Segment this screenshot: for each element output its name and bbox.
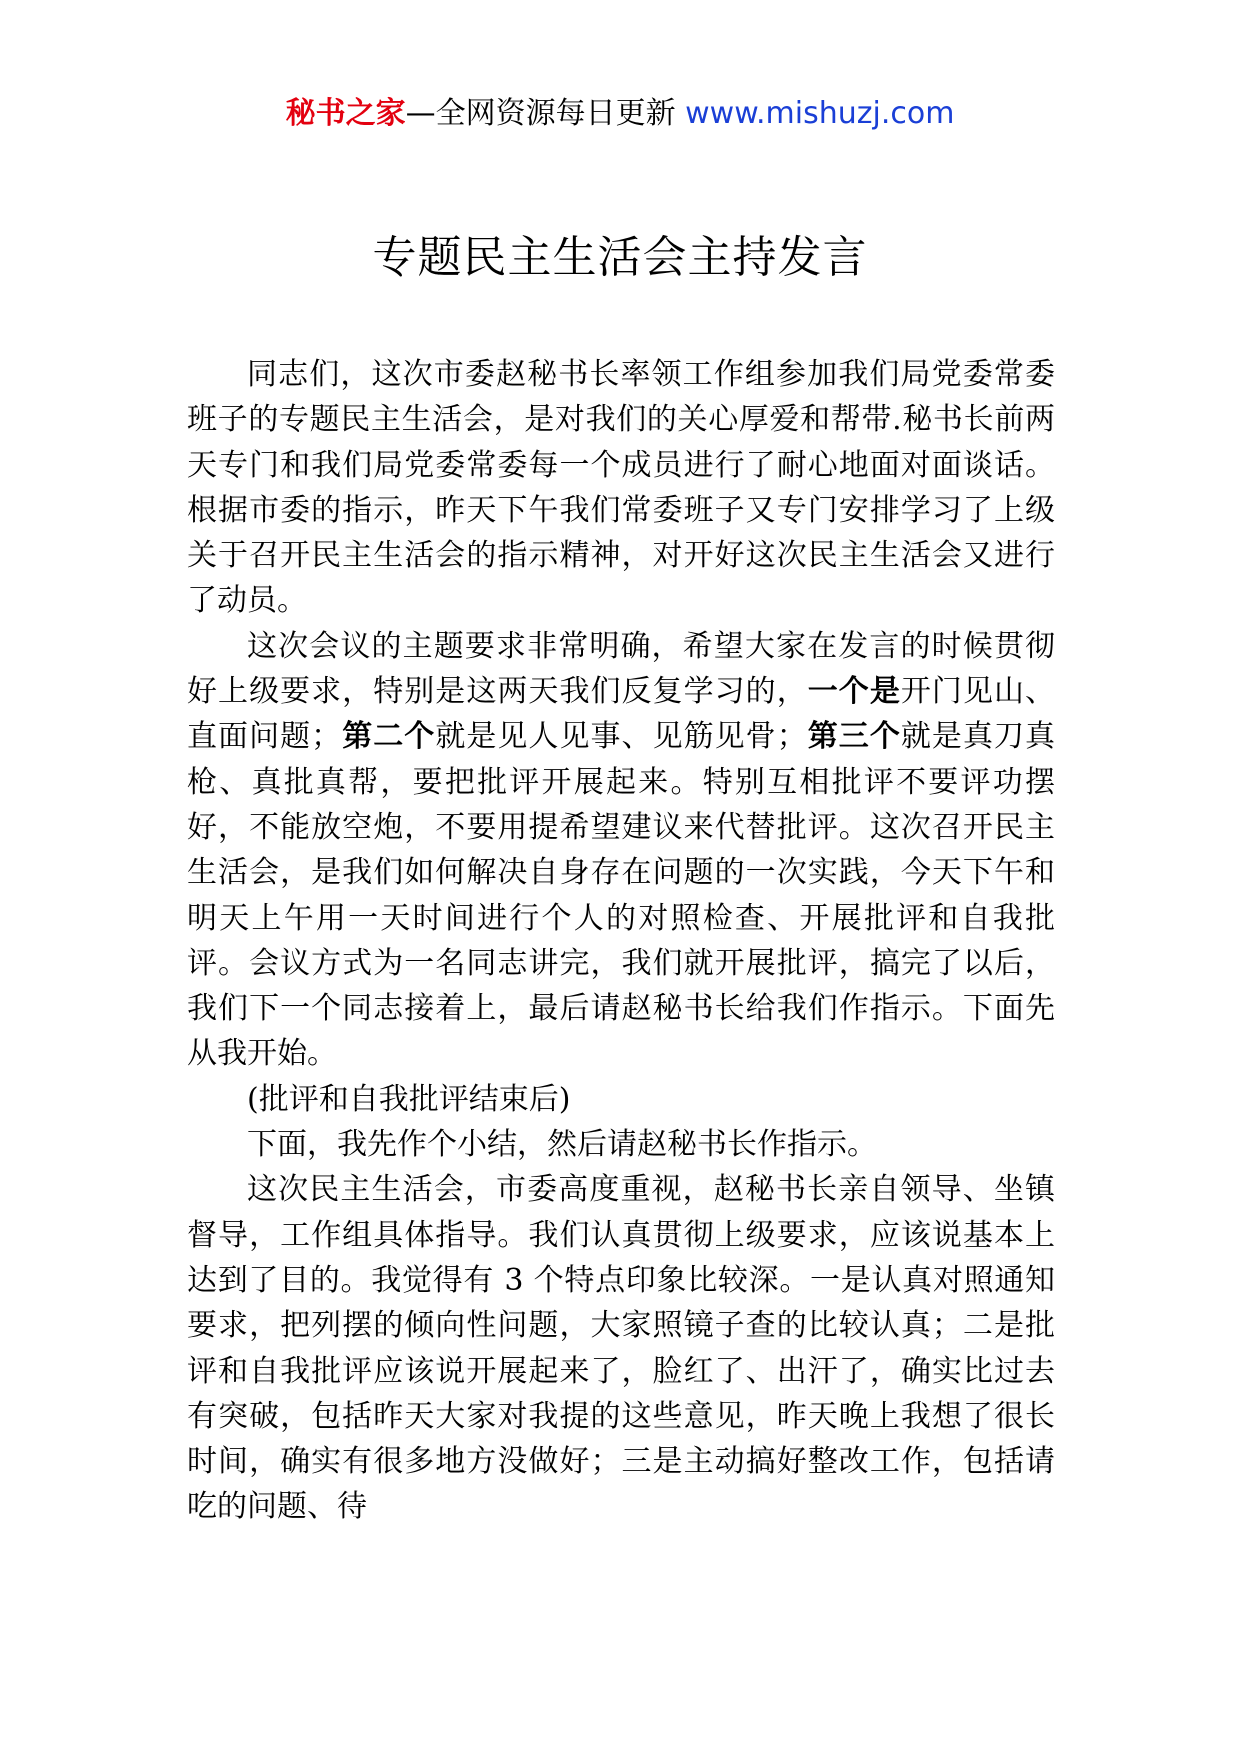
paragraph-2-intro: 这次会议的主题要求非常明确，希望大家在发言的时候贯彻好上级要求，特别是这两天我们反复学习的， — [187, 628, 1055, 710]
paragraph-3: (批评和自我批评结束后) — [247, 1081, 571, 1117]
document-body — [187, 352, 1055, 1530]
brand-name: 秘书之家 — [285, 96, 406, 131]
paragraph-2-part-3: 就是真刀真枪、真批真帮，要把批评开展起来。特别互相批评不要评功摆好，不能放空炮，不要用提希望建议来代替批评。这次召开民主生活会，是我们如何解决自身存在问题的一次实践，今天下午和明天上午用一天时间进行个人的对照检查、开展批评和自我批评。会议方式为一名同志讲完，我们就开展批评，搞完了以后，我们下一个同志接着上，最后请赵秘书长给我们作指示。下面先从我开始。 — [187, 719, 1056, 1072]
paragraph-5: 这次民主生活会，市委高度重视，赵秘书长亲自领导、坐镇督导，工作组具体指导。我们认真贯彻上级要求，应该说基本上达到了目的。我觉得有 3 个特点印象比较深。一是认真对照通知要求，把列摆的倾向性问题，大家照镜子查的比较认真；二是批评和自我批评应该说开展起来了，脸红了、出汗了，确实比过去有突破，包括昨天大家对我提的这些意见，昨天晚上我想了很长时间，确实有很多地方没做好；三是主动搞好整改工作，包括请吃的问题、待 — [187, 1172, 1055, 1525]
header-tagline: —全网资源每日更新 — [405, 96, 676, 131]
paragraph-1: 同志们，这次市委赵秘书长率领工作组参加我们局党委常委班子的专题民主生活会，是对我们的关心厚爱和帮带.秘书长前两天专门和我们局党委常委每一个成员进行了耐心地面对面谈话。根据市委的指示，昨天下午我们常委班子又专门安排学习了上级关于召开民主生活会的指示精神，对开好这次民主生活会又进行了动员。 — [187, 357, 1055, 619]
paragraph-2-part-1: 开门见山、直面问题； — [187, 674, 1056, 755]
paragraph-2 — [187, 624, 1055, 1077]
emphasis-first: 一个是 — [807, 674, 901, 710]
site-header — [0, 94, 1240, 134]
document-title: 专题民主生活会主持发言 — [372, 232, 868, 283]
paragraph-4: 下面，我先作个小结，然后请赵秘书长作指示。 — [247, 1127, 877, 1163]
paragraph-2-part-2: 就是见人见事、见筋见骨； — [435, 719, 807, 755]
site-url-link[interactable]: www.mishuzj.com — [685, 96, 955, 131]
emphasis-second: 第二个 — [341, 719, 436, 755]
emphasis-third: 第三个 — [806, 719, 901, 755]
